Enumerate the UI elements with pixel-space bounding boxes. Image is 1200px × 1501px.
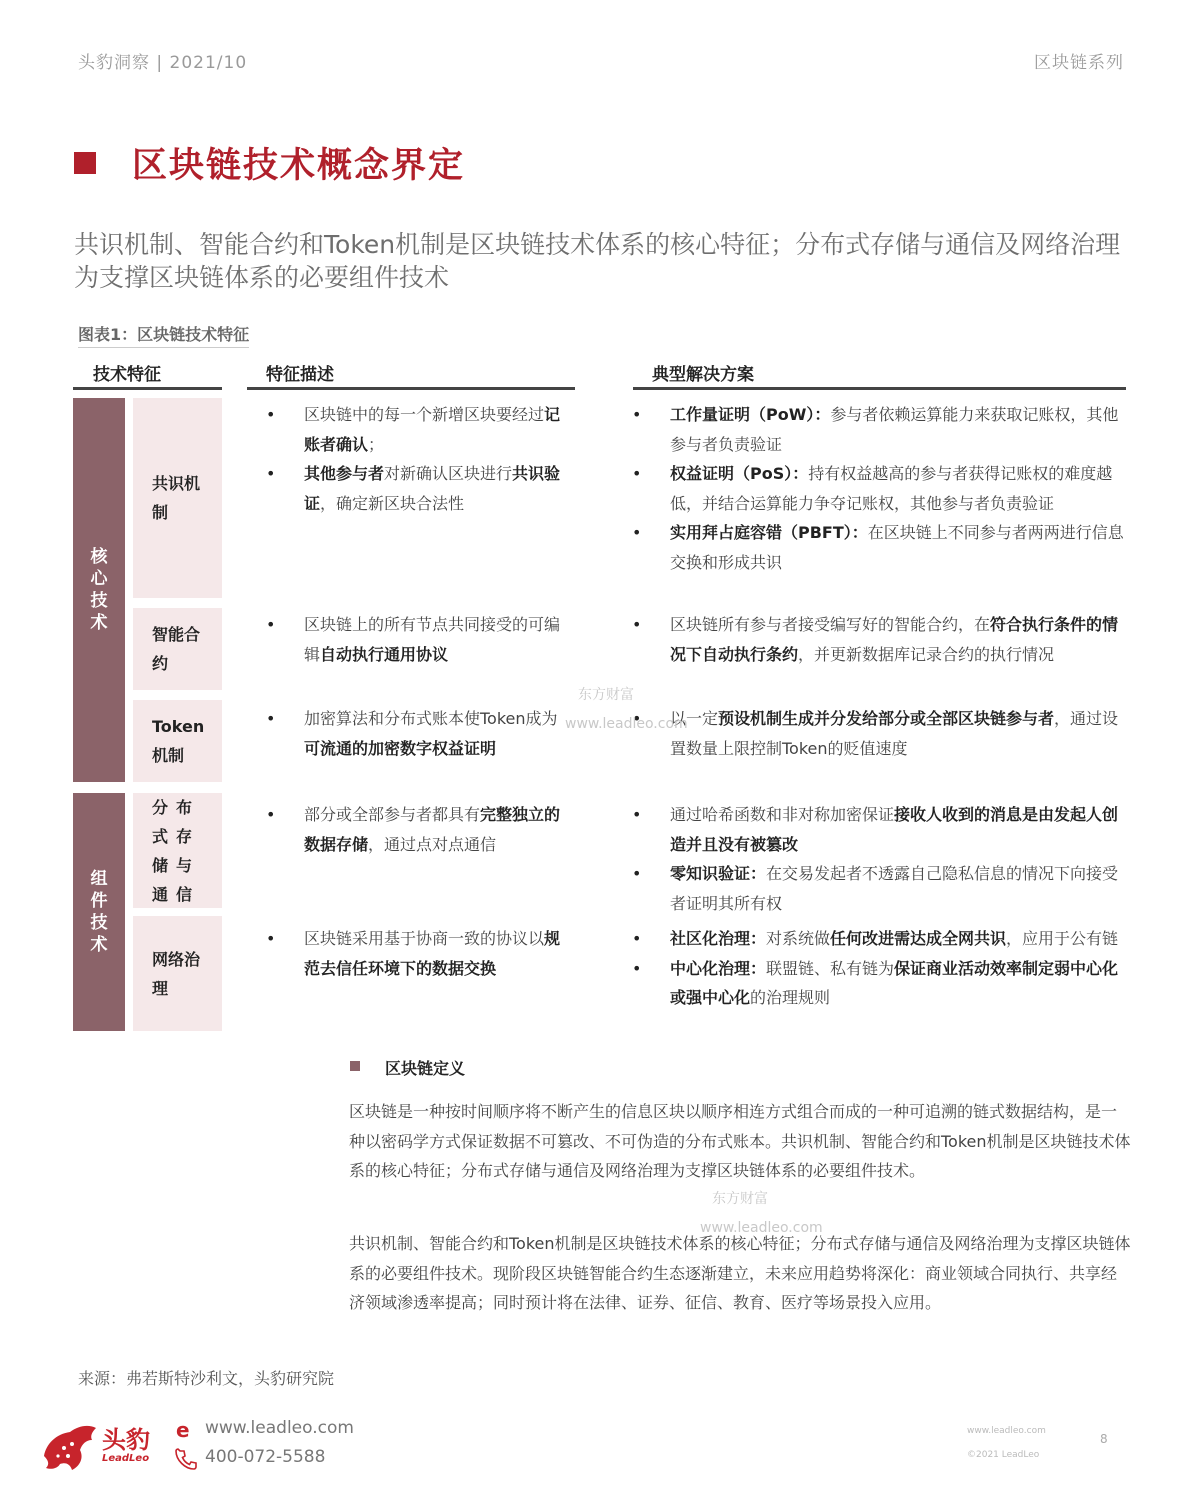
category-component-tech: 组件技术 xyxy=(73,793,125,1031)
list-item: • 其他参与者对新确认区块进行共识验证，确定新区块合法性 xyxy=(266,459,566,518)
phone-icon xyxy=(175,1448,197,1470)
page-title: 区块链技术概念界定 xyxy=(132,146,466,186)
column-head-description: 特征描述 xyxy=(266,365,334,385)
page-number: 8 xyxy=(1100,1432,1108,1446)
leopard-logo-icon xyxy=(40,1418,100,1474)
source-note: 来源：弗若斯特沙利文，头豹研究院 xyxy=(78,1369,335,1388)
column-head-solution: 典型解决方案 xyxy=(652,365,754,385)
list-item: • 实用拜占庭容错（PBFT）：在区块链上不同参与者两两进行信息交换和形成共识 xyxy=(632,518,1126,577)
solution-list xyxy=(632,400,1126,577)
feature-consensus: 共识机制 xyxy=(133,398,222,598)
list-item: • 部分或全部参与者都具有完整独立的数据存储，通过点对点通信 xyxy=(266,800,566,859)
feature-network-governance: 网络治理 xyxy=(133,916,222,1031)
solution-list xyxy=(632,800,1126,918)
phone-number: 400-072-5588 xyxy=(205,1447,326,1467)
list-item: • 区块链上的所有节点共同接受的可编辑自动执行通用协议 xyxy=(266,610,566,669)
footer-site: www.leadleo.com xyxy=(967,1426,1046,1436)
watermark: www.leadleo.com xyxy=(700,1220,823,1236)
website-link[interactable]: www.leadleo.com xyxy=(205,1418,354,1438)
brand-name-en: LeadLeo xyxy=(102,1453,150,1464)
list-item: • 零知识验证：在交易发起者不透露自己隐私信息的情况下向接受者证明其所有权 xyxy=(632,859,1126,918)
feature-distributed-storage: 分布式存储与通信 xyxy=(133,793,222,908)
solution-list xyxy=(632,610,1126,669)
column-rule xyxy=(73,387,222,390)
definition-paragraph: 共识机制、智能合约和Token机制是区块链技术体系的核心特征；分布式存储与通信及网络治理为支撑区块链体系的必要组件技术。现阶段区块链智能合约生态逐渐建立，未来应用趋势将深化：商业领域合同执行、共享经济领域渗透率提高；同时预计将在法律、证券、征信、教育、医疗等场景投入应用。 xyxy=(349,1234,1131,1312)
watermark: 东方财富 xyxy=(712,1191,768,1207)
feature-smart-contract: 智能合约 xyxy=(133,608,222,690)
list-item: • 社区化治理：对系统做任何改进需达成全网共识，应用于公有链 xyxy=(632,924,1126,954)
list-item: • 以一定预设机制生成并分发给部分或全部区块链参与者，通过设置数量上限控制Token的贬值速度 xyxy=(632,704,1126,763)
definition-title: 区块链定义 xyxy=(385,1059,466,1078)
list-item: • 区块链采用基于协商一致的协议以规范去信任环境下的数据交换 xyxy=(266,924,566,983)
title-square-icon xyxy=(74,152,96,174)
definition-square-icon xyxy=(350,1061,360,1071)
column-rule xyxy=(247,387,575,390)
footer-copyright: ©2021 LeadLeo xyxy=(967,1450,1040,1460)
description-list xyxy=(266,704,566,763)
list-item: • 权益证明（PoS）：持有权益越高的参与者获得记账权的难度越低，并结合运算能力争夺记账权，其他参与者负责验证 xyxy=(632,459,1126,518)
web-icon: e xyxy=(176,1418,190,1442)
description-list xyxy=(266,924,566,983)
brand-name: 头豹 xyxy=(102,1426,150,1454)
list-item: • 工作量证明（PoW）：参与者依赖运算能力来获取记账权，其他参与者负责验证 xyxy=(632,400,1126,459)
solution-list xyxy=(632,924,1126,1013)
watermark: www.leadleo.com xyxy=(565,716,688,732)
solution-list xyxy=(632,704,1126,763)
page-subtitle: 共识机制、智能合约和Token机制是区块链技术体系的核心特征；分布式存储与通信及网络治理为支撑区块链体系的必要组件技术 xyxy=(74,230,1121,292)
figure-label: 图表1：区块链技术特征 xyxy=(78,322,249,348)
list-item: • 区块链中的每一个新增区块要经过记账者确认； xyxy=(266,400,566,459)
header-right: 区块链系列 xyxy=(1034,53,1124,73)
description-list xyxy=(266,800,566,859)
list-item: • 通过哈希函数和非对称加密保证接收人收到的消息是由发起人创造并且没有被篡改 xyxy=(632,800,1126,859)
description-list xyxy=(266,400,566,518)
column-head-feature: 技术特征 xyxy=(93,365,161,385)
feature-token: Token机制 xyxy=(133,700,222,782)
category-core-tech: 核心技术 xyxy=(73,398,125,782)
definition-paragraph: 区块链是一种按时间顺序将不断产生的信息区块以顺序相连方式组合而成的一种可追溯的链式数据结构，是一种以密码学方式保证数据不可篡改、不可伪造的分布式账本。共识机制、智能合约和Token机制是区块链技术体系的核心特征；分布式存储与通信及网络治理为支撑区块链体系的必要组件技术。 xyxy=(349,1102,1131,1180)
list-item: • 加密算法和分布式账本使Token成为可流通的加密数字权益证明 xyxy=(266,704,566,763)
list-item: • 中心化治理：联盟链、私有链为保证商业活动效率制定弱中心化或强中心化的治理规则 xyxy=(632,954,1126,1013)
watermark: 东方财富 xyxy=(578,687,634,703)
header-left: 头豹洞察 | 2021/10 xyxy=(78,53,248,73)
column-rule xyxy=(633,387,1126,390)
list-item: • 区块链所有参与者接受编写好的智能合约，在符合执行条件的情况下自动执行条约，并更新数据库记录合约的执行情况 xyxy=(632,610,1126,669)
description-list xyxy=(266,610,566,669)
